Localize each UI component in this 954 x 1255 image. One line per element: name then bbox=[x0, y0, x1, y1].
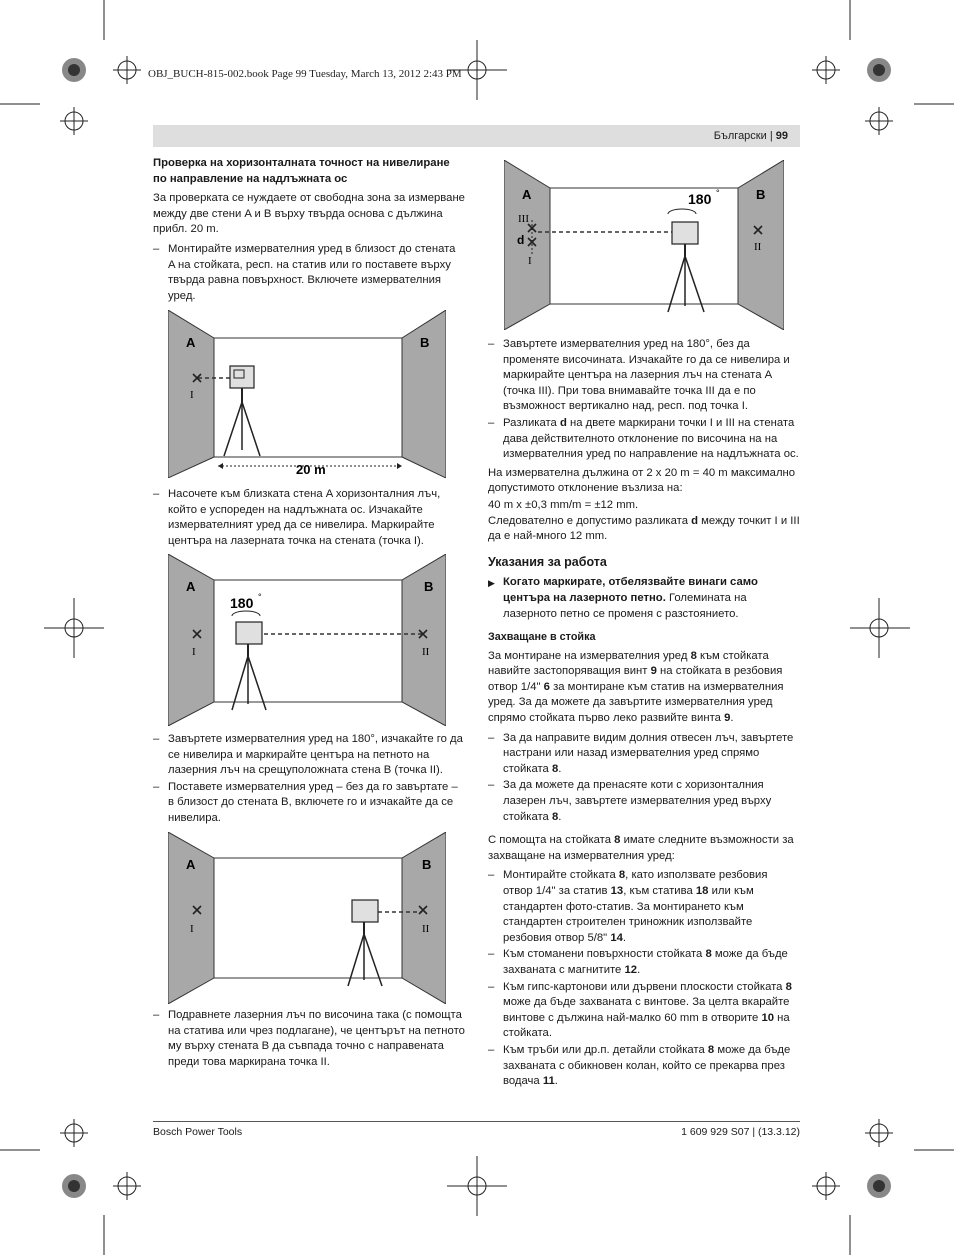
list-item: – Разликата d на двете маркирани точки I и III на стената дава действителното отклонение по височина на на измервателния уред по направление на надлъжната ос. bbox=[488, 416, 799, 461]
print-info: OBJ_BUCH-815-002.book Page 99 Tuesday, March 13, 2012 2:43 PM bbox=[148, 68, 462, 80]
calc-conclusion: Следователно е допустимо разликата d между точкит I и III да е най-много 12 mm. bbox=[488, 514, 800, 543]
intro-text: За проверката се нуждаете от свободна зона за измерване между две стени A и B върху твърда основа с дължина прибл. 20 m. bbox=[153, 192, 465, 236]
footer-divider bbox=[153, 1121, 800, 1122]
list-item: – Подравнете лазерния лъч по височина така (с помощта на статива или чрез подлагане), че центърът на петното му върху стената B да съвпада точно с направената преди това маркирана точка II. bbox=[153, 1009, 465, 1068]
wall-a-label: A bbox=[186, 579, 196, 594]
list-item: – Поставете измервателния уред – без да го завъртате – в близост до стената B, включете го и изчакайте да се нивелира. bbox=[153, 780, 458, 824]
calc-formula: 40 m x ±0,3 mm/m = ±12 mm. bbox=[488, 498, 639, 511]
diff-label: d bbox=[517, 233, 525, 247]
wall-b-label: B bbox=[756, 187, 766, 202]
wall-a-label: A bbox=[186, 857, 196, 872]
list-item: – Към тръби или др.п. детайли стойката 8 може да бъде захваната с обикновен колан, който се прекарва през водача 11. bbox=[488, 1043, 791, 1088]
footer-doc-number: 1 609 929 S07 | (13.3.12) bbox=[681, 1126, 800, 1138]
left-step3-block bbox=[153, 732, 465, 828]
figure-3 bbox=[168, 832, 446, 1004]
wall-b-label: B bbox=[424, 579, 434, 594]
section-title: Указания за работа bbox=[488, 554, 607, 569]
point-ii-label: II bbox=[422, 923, 430, 935]
list-item: – Монтирайте измервателния уред в близост до стената A на стойката, респ. на статив или го поставете върху твърда равна повърхност. Включете измервателния уред. bbox=[153, 242, 456, 302]
list-item: – Завъртете измервателния уред на 180°, без да променяте височината. Изчакайте го да се нивелира и маркирайте центъра на лазерния лъч на стената A (точка III). При това внимавайте точка III да е по възможност вертикално над, респ. под точка I. bbox=[488, 338, 790, 413]
list-item: – Монтирайте стойката 8, като използвате резбовия отвор 1/4" за статив 13, към статива 18 или към стандартен фото-статив. За монтирането към стандартен строителен триножник използвайте резбовия отвор 5/8" 14. bbox=[488, 869, 768, 944]
mount-paragraph: За монтиране на измервателния уред 8 към стойката навийте застопоряващия винт 9 на стойката в резбовия отвор 1/4" 6 за монтиране към статив на измервателния уред. За да можете да завъртите измервателния уред спрямо стойката първо леко развийте винта 9. bbox=[488, 649, 784, 725]
figure-2 bbox=[168, 554, 446, 726]
page-number: 99 bbox=[775, 130, 788, 142]
section-heading: Проверка на хоризонталната точност на нивелиране по направление на надлъжната ос bbox=[153, 157, 450, 185]
list-item: – Към гипс-картонови или дървени плоскости стойката 8 може да бъде захваната с винтове. За целта вкарайте винтове с дължина най-малко 60 mm в отворите 10 на стойката. bbox=[488, 980, 792, 1040]
point-iii-label: III bbox=[518, 213, 529, 225]
distance-label: 20 m bbox=[296, 462, 326, 477]
list-item: – За да направите видим долния отвесен лъч, завъртете настрани или назад измервателния уред спрямо стойката 8. bbox=[488, 731, 794, 775]
point-i-label: I bbox=[190, 923, 194, 935]
note-item: ▶ Когато маркирате, отбелязвайте винаги само центъра на лазерното петно. Големината на лазерното петно се променя с разстоянието. bbox=[488, 576, 758, 620]
figure-1 bbox=[168, 310, 446, 478]
svg-text:°: ° bbox=[258, 592, 262, 602]
wall-b-label: B bbox=[422, 857, 432, 872]
wall-a-label: A bbox=[186, 335, 196, 350]
point-i-label: I bbox=[192, 646, 196, 658]
point-i-label: I bbox=[528, 255, 532, 267]
wall-a-label: A bbox=[522, 187, 532, 202]
header-label: Български | 99 bbox=[713, 130, 788, 142]
left-step2-block bbox=[153, 487, 465, 550]
point-ii-label: II bbox=[422, 646, 430, 658]
left-intro bbox=[153, 156, 465, 305]
point-ii-label: II bbox=[754, 241, 762, 253]
figure-4 bbox=[504, 160, 784, 330]
page-header bbox=[153, 125, 800, 147]
options-intro: С помощта на стойката 8 имате следните възможности за захващане на измервателния уред: bbox=[488, 834, 794, 862]
right-column bbox=[488, 337, 800, 1091]
footer-brand: Bosch Power Tools bbox=[153, 1126, 243, 1138]
wall-b-label: B bbox=[420, 335, 430, 350]
calc-text: На измервателна дължина от 2 x 20 m = 40 m максимално допустимото отклонение възлиза на: bbox=[488, 466, 796, 495]
list-item: – Към стоманени повърхности стойката 8 може да бъде захваната с магнитите 12. bbox=[488, 948, 788, 976]
list-item: – Насочете към близката стена A хоризонталния лъч, който е успореден на надлъжната ос. Изчакайте измервателният уред да се нивелира. Маркирайте центъра на лазерната точка на стената (точка I). bbox=[153, 488, 441, 547]
left-step5-block bbox=[153, 1008, 465, 1071]
list-item: – За да можете да пренасяте коти с хоризонталния лазерен лъч, завъртете измервателния уред върху стойката 8. bbox=[488, 779, 772, 823]
list-item: – Завъртете измервателния уред на 180°, изчакайте го да се нивелира и маркирайте центъра на петното на лазерния лъч на срещуположната стена B (точка II). bbox=[153, 733, 463, 777]
rotation-label: 180 bbox=[230, 595, 254, 611]
point-i-label: I bbox=[190, 389, 194, 401]
rotation-label: 180 bbox=[688, 191, 712, 207]
subsection-title: Захващане в стойка bbox=[488, 631, 596, 644]
header-language: Български bbox=[713, 130, 767, 142]
svg-text:°: ° bbox=[716, 188, 720, 198]
